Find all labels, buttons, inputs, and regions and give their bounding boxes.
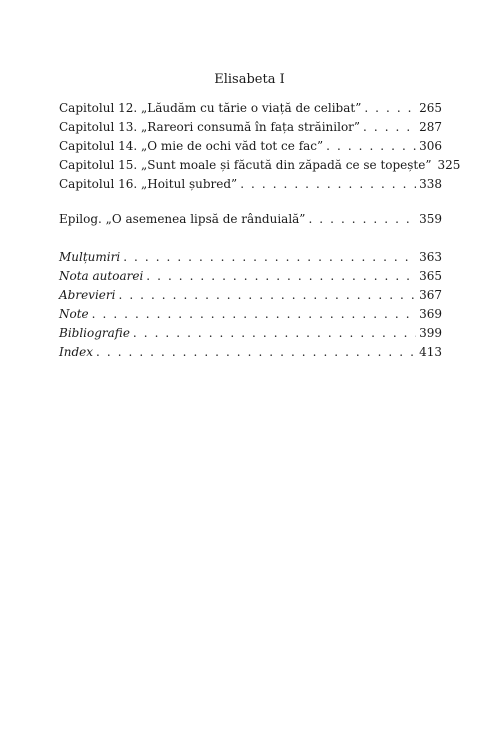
toc-entry-index — [59, 343, 442, 361]
toc-entry-label: Note — [59, 307, 89, 321]
toc-entry-acknowledgements — [59, 248, 442, 266]
toc-entry-chapter-16 — [59, 175, 442, 193]
toc-entry-abbreviations — [59, 286, 442, 304]
leader-dots — [308, 210, 416, 228]
leader-dots — [118, 286, 416, 304]
toc-entry-notes — [59, 305, 442, 323]
toc-entry-label: Mulțumiri — [59, 250, 121, 264]
toc-entry-page: 399 — [419, 326, 442, 340]
toc-entry-page: 413 — [419, 345, 442, 359]
toc-entry-label: Capitolul 14. „O mie de ochi văd tot ce fac” — [59, 139, 324, 153]
leader-dots — [326, 137, 416, 155]
toc-entry-page: 369 — [419, 307, 442, 321]
toc-entry-label: Index — [59, 345, 94, 359]
toc-entry-label: Abrevieri — [59, 288, 116, 302]
toc-entry-page: 338 — [419, 177, 442, 191]
leader-dots — [364, 99, 416, 117]
toc-entry-label: Nota autoarei — [59, 269, 144, 283]
toc-entry-page: 265 — [419, 101, 442, 115]
toc-entry-chapter-15 — [59, 156, 461, 174]
toc-entry-label: Capitolul 16. „Hoitul șubred” — [59, 177, 238, 191]
toc-entry-author-note — [59, 267, 442, 285]
toc-entry-page: 363 — [419, 250, 442, 264]
toc-entry-label: Capitolul 13. „Rareori consumă în fața străinilor” — [59, 120, 361, 134]
toc-entry-chapter-14 — [59, 137, 442, 155]
toc-entry-page: 365 — [419, 269, 442, 283]
toc-entry-page: 287 — [419, 120, 442, 134]
toc-entry-chapter-12 — [59, 99, 442, 117]
leader-dots — [146, 267, 416, 285]
leader-dots — [133, 324, 416, 342]
leader-dots — [363, 118, 416, 136]
section-title: Elisabeta I — [214, 72, 285, 87]
toc-entry-page: 325 — [437, 158, 461, 172]
leader-dots — [240, 175, 416, 193]
toc-entry-page: 359 — [419, 212, 442, 226]
toc-entry-label: Epilog. „O asemenea lipsă de rânduială” — [59, 212, 306, 226]
toc-entry-page: 367 — [419, 288, 442, 302]
toc-entry-label: Bibliografie — [59, 326, 130, 340]
toc-entry-epilogue — [59, 210, 442, 228]
toc-entry-chapter-13 — [59, 118, 442, 136]
leader-dots — [92, 305, 416, 323]
toc-entry-page: 306 — [419, 139, 442, 153]
toc-entry-label: Capitolul 15. „Sunt moale și făcută din zăpadă ce se topește” — [59, 158, 432, 172]
toc-entry-label: Capitolul 12. „Lăudăm cu tărie o viață de celibat” — [59, 101, 362, 115]
leader-dots — [123, 248, 416, 266]
toc-entry-bibliography — [59, 324, 442, 342]
leader-dots — [96, 343, 416, 361]
